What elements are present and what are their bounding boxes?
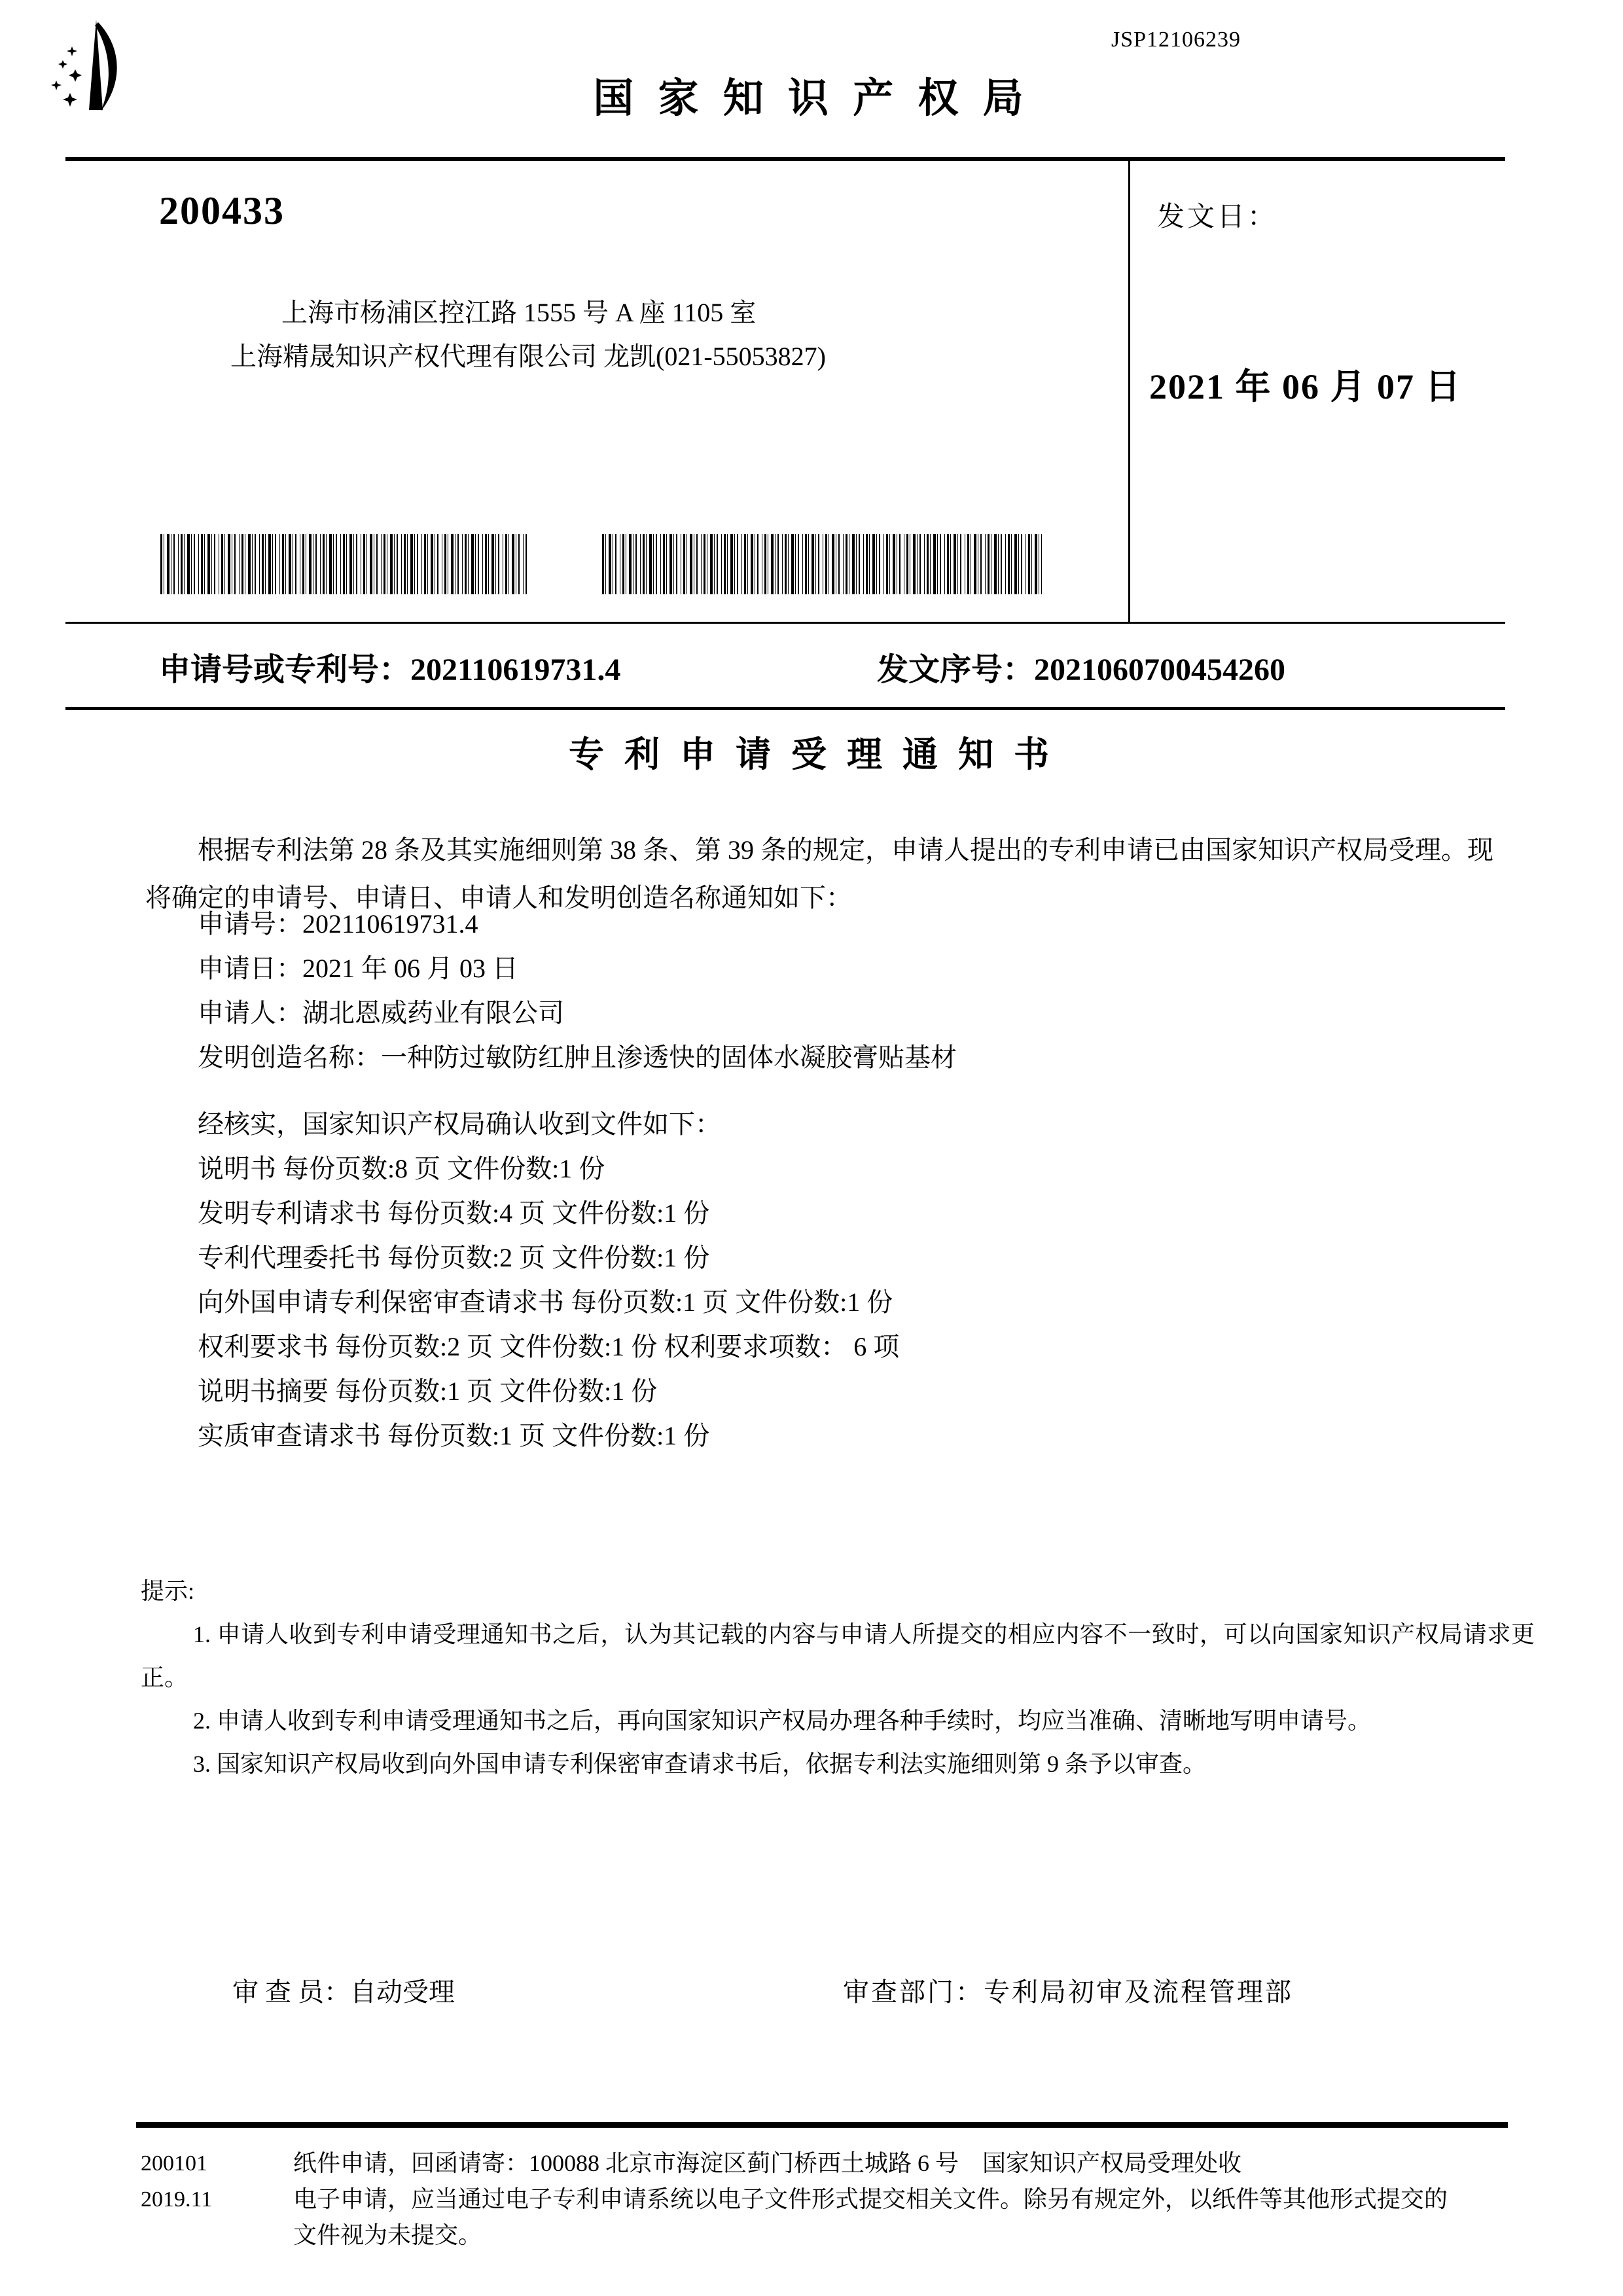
received-item: 发明专利请求书 每份页数:4 页 文件份数:1 份 [198,1198,710,1228]
received-item: 说明书摘要 每份页数:1 页 文件份数:1 份 [198,1376,658,1406]
received-item: 专利代理委托书 每份页数:2 页 文件份数:1 份 [198,1243,710,1272]
recipient-address: 上海市杨浦区控江路 1555 号 A 座 1105 室 [281,298,757,327]
field-applicant: 申请人：湖北恩威药业有限公司 [198,998,564,1028]
recipient-agent: 上海精晟知识产权代理有限公司 龙凯(021-55053827) [230,342,826,371]
tip-item: 1. 申请人收到专利申请受理通知书之后，认为其记载的内容与申请人所提交的相应内容不一致时，可以向国家知识产权局请求更正。 [141,1621,1535,1691]
department-value: 专利局初审及流程管理部 [984,1977,1293,2007]
notice-title: 专 利 申 请 受 理 通 知 书 [568,735,1055,774]
footer-form-code: 200101 [141,2151,207,2176]
received-intro: 经核实，国家知识产权局确认收到文件如下： [198,1109,721,1139]
received-item: 权利要求书 每份页数:2 页 文件份数:1 份 权利要求项数： 6 项 [198,1332,900,1361]
footer-line: 纸件申请，回函请寄：100088 北京市海淀区蓟门桥西土城路 6 号 国家知识产权局受理处收 [293,2150,1242,2176]
department-label: 审查部门： [843,1977,984,2007]
serial-number-value: 2021060700454260 [1034,653,1286,687]
footer-spacer [141,2217,293,2253]
examiner [232,1971,455,2009]
tips-label: 提示: [141,1578,195,1604]
footer-form-version: 2019.11 [141,2187,213,2212]
application-number-label: 申请号或专利号： [159,653,411,687]
numbers-row-top-rule [65,622,1505,624]
application-fields [198,902,957,1080]
agency-title: 国 家 知 识 产 权 局 [593,76,1030,121]
numbers-row-bottom-rule [65,707,1505,710]
received-item: 向外国申请专利保密审查请求书 每份页数:1 页 文件份数:1 份 [198,1287,893,1317]
recipient-postcode: 200433 [159,189,285,232]
issue-date-label: 发文日： [1157,202,1278,232]
logo-star [67,46,77,56]
intro-paragraph: 根据专利法第 28 条及其实施细则第 38 条、第 39 条的规定，申请人提出的专利申请已由国家知识产权局受理。现将确定的申请号、申请日、申请人和发明创造名称通知如下： [145,835,1493,912]
tip-item: 3. 国家知识产权局收到向外国申请专利保密审查请求书后，依据专利法实施细则第 9 条予以审查。 [193,1751,1207,1777]
application-number-value: 202110619731.4 [410,653,621,687]
field-application-date: 申请日：2021 年 06 月 03 日 [198,954,518,983]
barcode-image [160,534,527,594]
barcode-image [602,534,1042,594]
tip-item: 2. 申请人收到专利申请受理通知书之后，再向国家知识产权局办理各种手续时，均应当准确、清晰地写明申请号。 [193,1708,1372,1734]
received-item: 实质审查请求书 每份页数:1 页 文件份数:1 份 [198,1421,710,1450]
examiner-label: 审 查 员： [232,1977,350,2007]
field-invention-title: 发明创造名称：一种防过敏防红肿且渗透快的固体水凝胶膏贴基材 [198,1043,957,1072]
examining-department [843,1971,1293,2009]
footer-line: 文件视为未提交。 [293,2222,482,2248]
tips-section [141,1570,1535,1785]
received-documents [198,1102,899,1458]
doc-ref-code: JSP12106239 [1111,27,1241,52]
received-item: 说明书 每份页数:8 页 文件份数:1 份 [198,1154,605,1183]
header-rule [65,157,1505,161]
footer-line: 电子申请，应当通过电子专利申请系统以电子文件形式提交相关文件。除另有规定外，以纸件等其他形式提交的 [293,2186,1448,2212]
application-number [159,644,620,689]
issue-date-value: 2021 年 06 月 07 日 [1149,367,1462,406]
examiner-value: 自动受理 [350,1977,455,2007]
issue-box-divider [1128,161,1130,623]
footer [141,2145,1567,2253]
footer-rule [136,2122,1508,2128]
field-application-number: 申请号：202110619731.4 [198,909,478,939]
serial-number-label: 发文序号： [877,653,1035,687]
serial-number [877,644,1285,689]
